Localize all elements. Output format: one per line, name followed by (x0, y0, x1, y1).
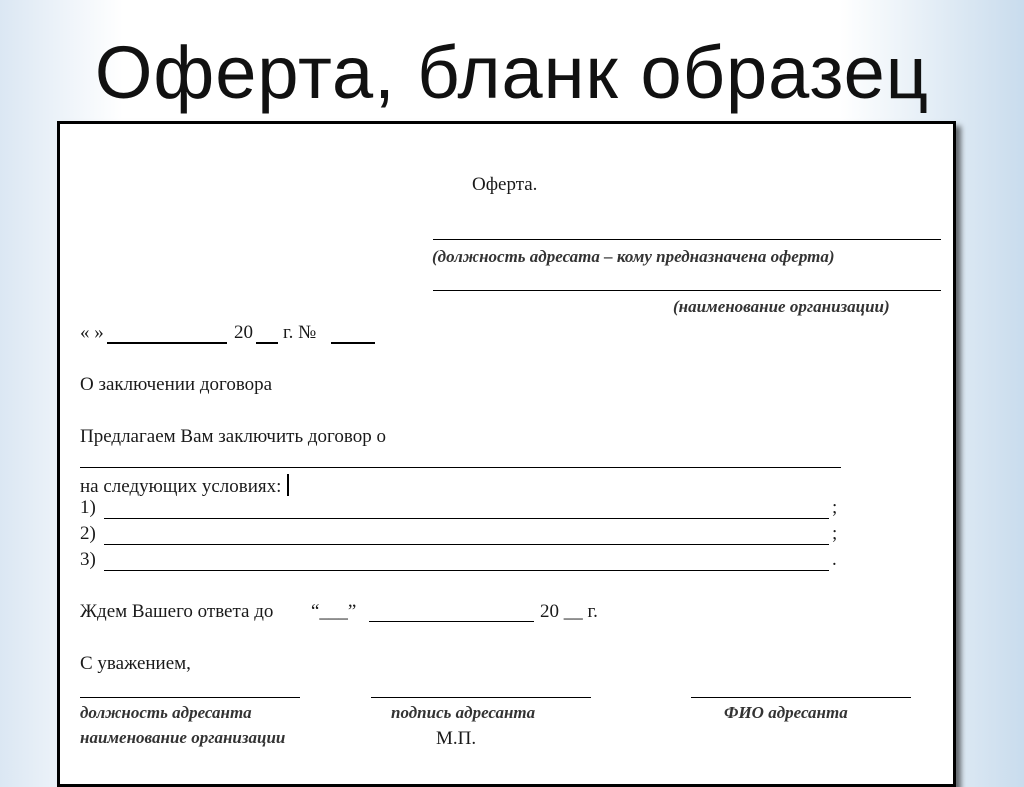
date-quote: « » (80, 322, 104, 343)
condition-3-number: 3) (80, 549, 96, 570)
condition-3-end: . (832, 549, 837, 570)
sender-organization-caption: наименование организации (80, 728, 286, 747)
condition-2-line[interactable] (104, 544, 829, 545)
date-blank[interactable] (107, 342, 227, 344)
condition-1-line[interactable] (104, 518, 829, 519)
answer-month-line[interactable] (369, 621, 534, 622)
condition-2-number: 2) (80, 523, 96, 544)
slide-title: Оферта, бланк образец (94, 31, 930, 114)
proposal-text: Предлагаем Вам заключить договор о (80, 426, 386, 447)
answer-text: Ждем Вашего ответа до (80, 601, 274, 622)
contract-subject-line[interactable] (80, 467, 841, 468)
conditions-intro (80, 474, 289, 498)
sender-signature-caption: подпись адресанта (391, 703, 536, 722)
condition-3-line[interactable] (104, 570, 829, 571)
date-year-prefix: 20 (234, 322, 253, 343)
sender-position-caption: должность адресанта (80, 703, 252, 722)
answer-year: 20 __ г. (540, 601, 598, 622)
organization-line[interactable] (433, 290, 941, 291)
addressee-position-line[interactable] (433, 239, 941, 240)
sender-fio-caption: ФИО адресанта (724, 703, 848, 722)
conditions-intro-text: на следующих условиях: (80, 476, 282, 497)
condition-1-end: ; (832, 497, 838, 518)
offer-form-document (57, 121, 956, 787)
date-year-suffix: г. № (283, 322, 317, 343)
position-line[interactable] (80, 697, 300, 698)
stamp-place: М.П. (436, 728, 477, 749)
condition-1-number: 1) (80, 497, 96, 518)
subject-text: О заключении договора (80, 374, 273, 395)
regards-text: С уважением, (80, 653, 191, 674)
organization-caption: (наименование организации) (673, 297, 890, 316)
document-heading: Оферта. (472, 174, 538, 195)
addressee-position-caption: (должность адресата – кому предназначена оферта) (432, 247, 835, 266)
number-blank[interactable] (331, 342, 375, 344)
text-cursor (287, 474, 289, 496)
condition-2-end: ; (832, 523, 838, 544)
fio-line[interactable] (691, 697, 911, 698)
year-blank[interactable] (256, 342, 278, 344)
signature-line[interactable] (371, 697, 591, 698)
answer-day-quotes: “___” (311, 601, 357, 622)
